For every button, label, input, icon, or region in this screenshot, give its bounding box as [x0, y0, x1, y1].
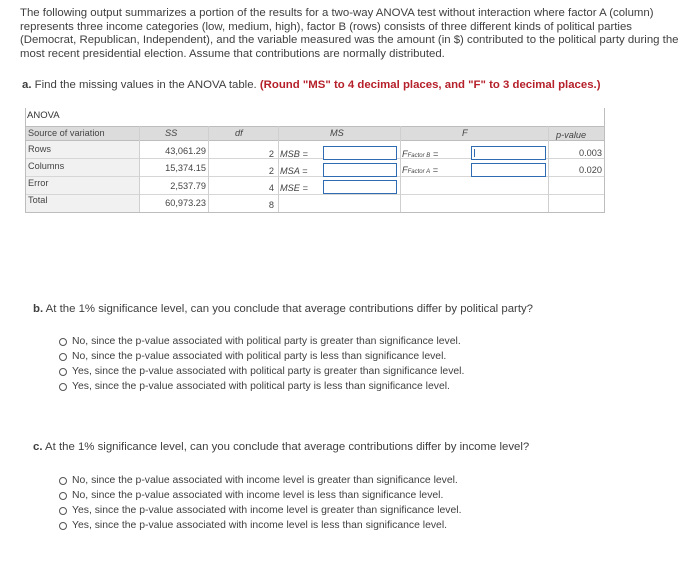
row-columns-df: 2: [268, 166, 274, 176]
msb-input[interactable]: [323, 146, 397, 160]
grid-line: [25, 212, 605, 213]
row-total-df: 8: [268, 200, 274, 210]
anova-table: [25, 108, 605, 212]
part-b-text: At the 1% significance level, can you conclude that average contributions differ by political party?: [45, 303, 534, 315]
part-c-options: [59, 473, 461, 533]
part-c-text: At the 1% significance level, can you conclude that average contributions differ by income level?: [45, 441, 530, 453]
part-a-instruction: (Round "MS" to 4 decimal places, and "F" to 3 decimal places.): [259, 79, 601, 91]
part-a-text: Find the missing values in the ANOVA table.: [34, 79, 257, 91]
row-rows-source: Rows: [28, 144, 51, 154]
row-total-ss: 60,973.23: [165, 198, 206, 208]
mse-input[interactable]: [323, 180, 397, 194]
f-factor-b-input[interactable]: [471, 146, 546, 160]
part-b-option-1[interactable]: No , since the p-value associated with political party is greater than significance level.: [59, 334, 464, 349]
radio-icon[interactable]: [59, 522, 67, 530]
f-factor-b-label: FFactor B =: [402, 149, 439, 159]
row-rows-p-value: 0.003: [579, 148, 602, 158]
grid-line: [604, 108, 605, 212]
grid-line: [400, 126, 401, 212]
part-a-prompt: [22, 79, 601, 91]
row-columns-ms-label: MSA =: [280, 166, 308, 176]
part-b-option-3[interactable]: Yes , since the p-value associated with political party is greater than significance level.: [59, 364, 464, 379]
radio-icon[interactable]: [59, 338, 67, 346]
row-rows-ms-label: MSB =: [280, 149, 308, 159]
radio-icon[interactable]: [59, 507, 67, 515]
row-rows-ss: 43,061.29: [165, 146, 206, 156]
row-columns-source: Columns: [28, 161, 65, 171]
header-df: df: [235, 128, 243, 138]
header-p-value: p-value: [556, 130, 587, 140]
part-b-label: b.: [33, 303, 44, 315]
radio-icon[interactable]: [59, 368, 67, 376]
part-b-option-2[interactable]: No , since the p-value associated with political party is less than significance level.: [59, 349, 464, 364]
grid-line: [139, 126, 140, 212]
row-error-ss: 2,537.79: [170, 181, 206, 191]
radio-icon[interactable]: [59, 477, 67, 485]
part-c-option-1[interactable]: No , since the p-value associated with income level is greater than significance level.: [59, 473, 461, 488]
grid-line: [25, 126, 605, 127]
grid-line: [25, 140, 605, 141]
row-error-ms-label: MSE =: [280, 183, 308, 193]
problem-intro: The following output summarizes a portion of the results for a two-way ANOVA test without interaction where factor A (column) represents three income categories (low, medium, high), factor B (rows) consists of three different kinds of political parties (Democrat, Republican, Independent), and the variable measured was the amount (in $) contributed to the political party during the most recent presidential election. Assume that contributions are normally distributed.: [20, 7, 679, 60]
part-c-option-2[interactable]: No , since the p-value associated with income level is less than significance level.: [59, 488, 461, 503]
f-factor-a-label: FFactor A =: [402, 165, 439, 175]
row-rows-df: 2: [268, 149, 274, 159]
grid-line: [208, 126, 209, 212]
part-b-option-4[interactable]: Yes , since the p-value associated with political party is less than significance level.: [59, 379, 464, 394]
msa-input[interactable]: [323, 163, 397, 177]
part-c-option-4[interactable]: Yes , since the p-value associated with income level is less than significance level.: [59, 518, 461, 533]
radio-icon[interactable]: [59, 353, 67, 361]
row-error-source: Error: [28, 178, 49, 188]
part-a-label: a.: [22, 79, 32, 91]
part-c-option-3[interactable]: Yes , since the p-value associated with income level is greater than significance level.: [59, 503, 461, 518]
grid-line: [548, 126, 549, 212]
anova-header-row: [25, 126, 605, 140]
header-ss: SS: [165, 128, 178, 138]
part-b-options: [59, 334, 464, 394]
row-error-df: 4: [268, 183, 274, 193]
header-ms: MS: [330, 128, 344, 138]
part-c-question: [33, 441, 529, 453]
radio-icon[interactable]: [59, 492, 67, 500]
part-b-question: [33, 303, 533, 315]
radio-icon[interactable]: [59, 383, 67, 391]
row-columns-p-value: 0.020: [579, 165, 602, 175]
grid-line: [25, 194, 605, 195]
grid-line: [278, 126, 279, 212]
header-source: Source of variation: [28, 128, 105, 138]
row-columns-ss: 15,374.15: [165, 163, 206, 173]
f-factor-a-input[interactable]: [471, 163, 546, 177]
part-c-label: c.: [33, 441, 43, 453]
grid-line: [25, 108, 26, 212]
header-f: F: [462, 128, 468, 138]
row-total-source: Total: [28, 195, 48, 205]
anova-title: ANOVA: [27, 110, 60, 121]
